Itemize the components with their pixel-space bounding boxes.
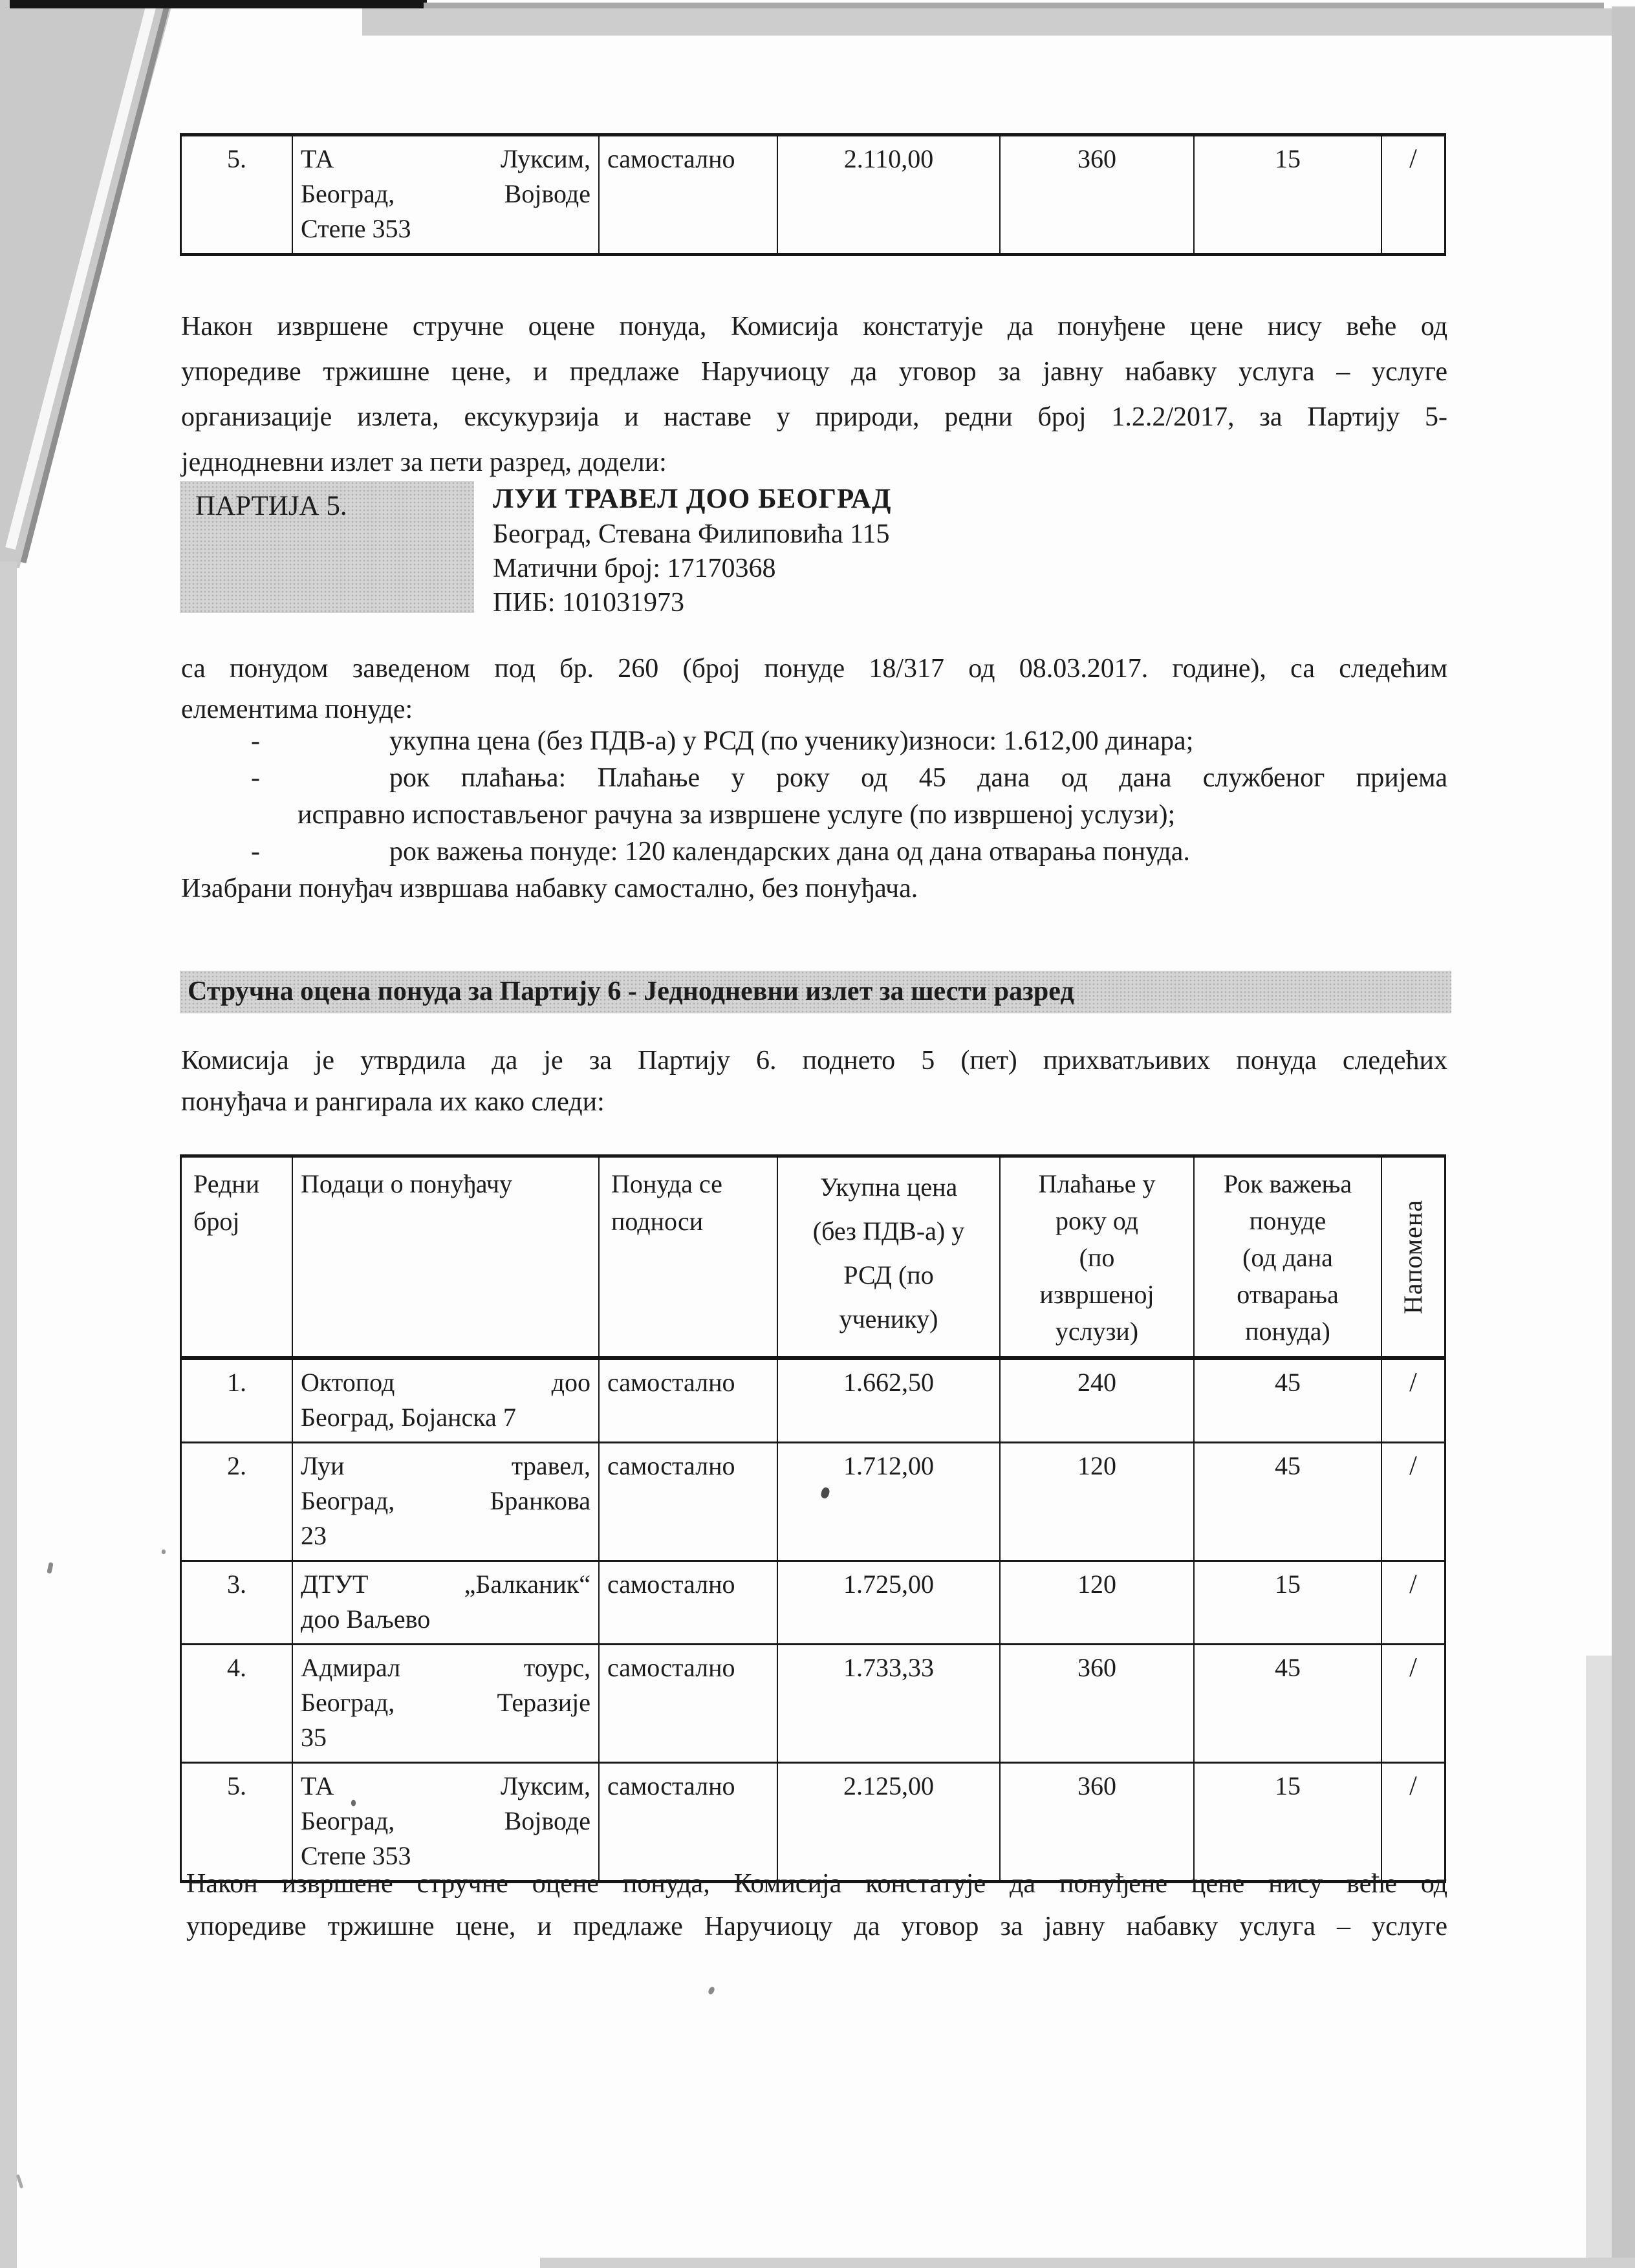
cell-line-part: ТА — [301, 1771, 334, 1800]
section6-heading: Стручна оцена понуда за Партију 6 - Једнодневни излет за шести разред — [188, 977, 1074, 1006]
cell-line: понуда) — [1245, 1317, 1330, 1346]
cell-line: број — [193, 1207, 240, 1236]
winner-detail-line: Београд, Стевана Филиповића 115 — [493, 519, 890, 549]
text-line: Након извршене стручне оцене понуда, Комисија констатује да понуђене цене нису веће од — [181, 312, 1447, 341]
cell-validity-days: 15 — [1193, 1764, 1381, 1880]
bullet-dash: - — [251, 763, 260, 793]
cell-line — [301, 1365, 590, 1400]
winner-details — [493, 517, 1269, 620]
cell-line: Подаци о понуђачу — [301, 1169, 513, 1198]
lot5-label: ПАРТИЈА 5. — [195, 491, 347, 521]
table-row — [182, 1442, 1444, 1560]
cell-submission: самостално — [598, 1562, 777, 1643]
cell-line — [301, 1769, 590, 1804]
cell-note: / — [1381, 1443, 1444, 1560]
cell-bidder — [292, 1562, 598, 1643]
paragraph-section6-intro — [181, 1040, 1447, 1123]
cell-note: / — [1381, 1764, 1444, 1880]
cell-line-part: Бранкова — [490, 1486, 590, 1515]
cell-line-part: Београд, — [301, 1806, 395, 1835]
cell-line — [301, 1685, 590, 1720]
cell-submission: самостално — [598, 1360, 777, 1442]
table-header-row — [182, 1158, 1444, 1358]
cell-payment-days: 360 — [999, 136, 1193, 253]
winner-info-block — [493, 481, 1269, 620]
cell-line-part: Степе 353 — [301, 214, 411, 243]
cell-price: 1.712,00 — [777, 1443, 999, 1560]
cell-line: услузи) — [1055, 1317, 1139, 1346]
cell-line — [301, 1518, 590, 1553]
cell-line: понуде — [1249, 1206, 1326, 1235]
cell-validity-days: 15 — [1193, 1562, 1381, 1643]
cell-line: (без ПДВ-а) у — [812, 1216, 965, 1246]
cell-line-part: Степе 353 — [301, 1841, 411, 1870]
text-line: елементима понуде: — [181, 695, 413, 724]
cell-bidder — [292, 1645, 598, 1762]
cell-price: 1.725,00 — [777, 1562, 999, 1643]
winner-detail-line: ПИБ: 101031973 — [493, 588, 684, 618]
text-line: једнодневни излет за пети разред, додели: — [181, 448, 667, 477]
cell-line-part: Теразије — [497, 1688, 590, 1717]
cell-price: 2.125,00 — [777, 1764, 999, 1880]
cell-validity-days: 45 — [1193, 1645, 1381, 1762]
paragraph-award-lot5 — [181, 304, 1447, 485]
cell-line-part: Адмирал — [301, 1653, 401, 1682]
cell-payment-days: 240 — [999, 1360, 1193, 1442]
scan-speck — [162, 1550, 166, 1554]
cell-line — [301, 1650, 590, 1685]
cell-line: ученику) — [839, 1304, 938, 1334]
cell-row-number: 5. — [227, 1771, 246, 1800]
scan-speck — [47, 1562, 53, 1573]
header-payment — [999, 1158, 1193, 1356]
bullet-line: - укупна цена (без ПДВ-а) у РСД (по ученику)износи: 1.612,00 динара; — [181, 723, 1447, 760]
cell-row-number: 4. — [227, 1653, 246, 1682]
cell-line — [301, 177, 590, 211]
cell-line — [301, 1720, 590, 1755]
cell-line-part: Београд, — [301, 1486, 395, 1515]
cell-line-part: Београд, — [301, 179, 395, 208]
scan-speck — [351, 1800, 356, 1806]
cell-line: Рок важења — [1223, 1169, 1352, 1198]
cell-payment-days: 120 — [999, 1443, 1193, 1560]
cell-note: / — [1381, 1360, 1444, 1442]
cell-line-part: тоурс, — [523, 1653, 590, 1682]
lot5-highlight-box — [180, 481, 474, 613]
cell-line — [301, 1602, 590, 1637]
cell-line-part: 23 — [301, 1521, 327, 1550]
lot5-ranking-table-partial — [180, 133, 1446, 256]
paragraph-offer-details — [181, 649, 1447, 730]
table-row — [182, 136, 1444, 253]
cell-line — [301, 1484, 590, 1518]
cell-note: / — [1381, 1562, 1444, 1643]
table-row — [182, 1643, 1444, 1762]
cell-line-part: „Балканик“ — [464, 1570, 590, 1599]
cell-line — [301, 211, 590, 246]
cell-line: Редни — [193, 1169, 260, 1198]
cell-note: / — [1381, 136, 1444, 253]
offer-elements-list — [181, 723, 1447, 870]
header-bidder — [292, 1158, 598, 1356]
cell-line-part: Луи — [301, 1451, 345, 1480]
cell-line-part: Београд, Бојанска 7 — [301, 1403, 516, 1432]
text-line: Након извршене стручне оцене понуда, Комисија констатује да понуђене цене нису веће од — [186, 1869, 1447, 1899]
bullet-line: исправно испостављеног рачуна за извршене услуге (по извршеној услузи); — [298, 800, 1176, 830]
text-line: упоредиве тржишне цене, и предлаже Наручиоцу да уговор за јавну набавку услуга – услуге — [186, 1912, 1447, 1941]
header-validity — [1193, 1158, 1381, 1356]
cell-bidder — [292, 136, 598, 253]
text-line: упоредиве тржишне цене, и предлаже Наручиоцу да уговор за јавну набавку услуга – услуге — [181, 357, 1447, 387]
cell-price: 1.733,33 — [777, 1645, 999, 1762]
cell-submission: самостално — [598, 1443, 777, 1560]
text-line: понуђача и рангирала их како следи: — [181, 1087, 605, 1117]
chosen-bidder-line: Изабрани понуђач извршава набавку самостално, без понуђача. — [181, 874, 918, 903]
cell-line-part: доо — [551, 1368, 590, 1397]
cell-line-part: Војводе — [504, 1806, 590, 1835]
cell-submission: самостално — [598, 1645, 777, 1762]
cell-line: року од — [1055, 1206, 1139, 1235]
cell-line: (по — [1079, 1243, 1115, 1272]
winner-detail-line: Матични број: 17170368 — [493, 554, 776, 583]
cell-validity-days: 45 — [1193, 1360, 1381, 1442]
cell-submission: самостално — [598, 136, 777, 253]
cell-line: Понуда се — [611, 1169, 722, 1198]
table-row — [182, 1358, 1444, 1442]
section6-heading-bar — [180, 971, 1451, 1013]
table-row — [182, 1560, 1444, 1643]
header-note — [1381, 1158, 1444, 1356]
header-note-label: Напомена — [1398, 1200, 1427, 1314]
scan-speck — [16, 2174, 24, 2188]
cell-bidder — [292, 1360, 598, 1442]
cell-line-part: 35 — [301, 1723, 327, 1752]
bullet-dash: - — [251, 726, 260, 756]
bullet-line: - рок важења понуде: 120 календарских дана од дана отварања понуда. — [181, 834, 1447, 870]
cell-payment-days: 120 — [999, 1562, 1193, 1643]
cell-line: Укупна цена — [819, 1172, 958, 1202]
header-submission — [598, 1158, 777, 1356]
cell-line: (од дана — [1242, 1243, 1333, 1272]
cell-line — [301, 1400, 590, 1435]
bullet-line: - рок плаћања: Плаћање у року од 45 дана од дана службеног пријема — [181, 760, 1447, 797]
cell-payment-days: 360 — [999, 1764, 1193, 1880]
cell-line: подноси — [611, 1207, 704, 1236]
cell-line-part: доо Ваљево — [301, 1604, 431, 1634]
cell-line-part: Луксим, — [500, 1771, 590, 1800]
bullet-dash: - — [251, 837, 260, 867]
cell-line-part: ДТУТ — [301, 1570, 369, 1599]
cell-line: отварања — [1237, 1280, 1339, 1309]
text-line: организације излета, ексукурзија и наставе у природи, редни број 1.2.2/2017, за Партију 5- — [181, 402, 1447, 432]
cell-row-number: 5. — [227, 144, 246, 173]
paragraph-closing — [186, 1863, 1447, 1948]
cell-line-part: ТА — [301, 144, 334, 173]
cell-price: 2.110,00 — [777, 136, 999, 253]
cell-payment-days: 360 — [999, 1645, 1193, 1762]
winner-name: ЛУИ ТРАВЕЛ ДОО БЕОГРАД — [493, 484, 892, 514]
cell-bidder — [292, 1443, 598, 1560]
cell-line-part: Војводе — [504, 179, 590, 208]
cell-line: РСД (по — [843, 1260, 934, 1290]
cell-row-number: 3. — [227, 1570, 246, 1599]
cell-row-number: 1. — [227, 1368, 246, 1397]
cell-line-part: Београд, — [301, 1688, 395, 1717]
cell-submission: самостално — [598, 1764, 777, 1880]
cell-line: Плаћање у — [1038, 1169, 1156, 1198]
cell-line-part: травел, — [511, 1451, 590, 1480]
cell-line — [301, 142, 590, 177]
cell-line-part: Октопод — [301, 1368, 395, 1397]
text-line: са понудом заведеном под бр. 260 (број понуде 18/317 од 08.03.2017. године), са следећим — [181, 654, 1447, 684]
cell-price: 1.662,50 — [777, 1360, 999, 1442]
lot6-ranking-table — [180, 1154, 1446, 1883]
header-row-number — [182, 1158, 292, 1356]
cell-row-number: 2. — [227, 1451, 246, 1480]
cell-line-part: Луксим, — [500, 144, 590, 173]
cell-line — [301, 1804, 590, 1839]
text-line: Комисија је утврдила да је за Партију 6. поднето 5 (пет) прихватљивих понуда следећих — [181, 1046, 1447, 1075]
cell-validity-days: 45 — [1193, 1443, 1381, 1560]
cell-line — [301, 1567, 590, 1602]
cell-note: / — [1381, 1645, 1444, 1762]
scan-speck — [708, 1986, 716, 1995]
cell-line: извршеној — [1039, 1280, 1154, 1309]
cell-line — [301, 1449, 590, 1484]
header-price — [777, 1158, 999, 1356]
cell-validity-days: 15 — [1193, 136, 1381, 253]
